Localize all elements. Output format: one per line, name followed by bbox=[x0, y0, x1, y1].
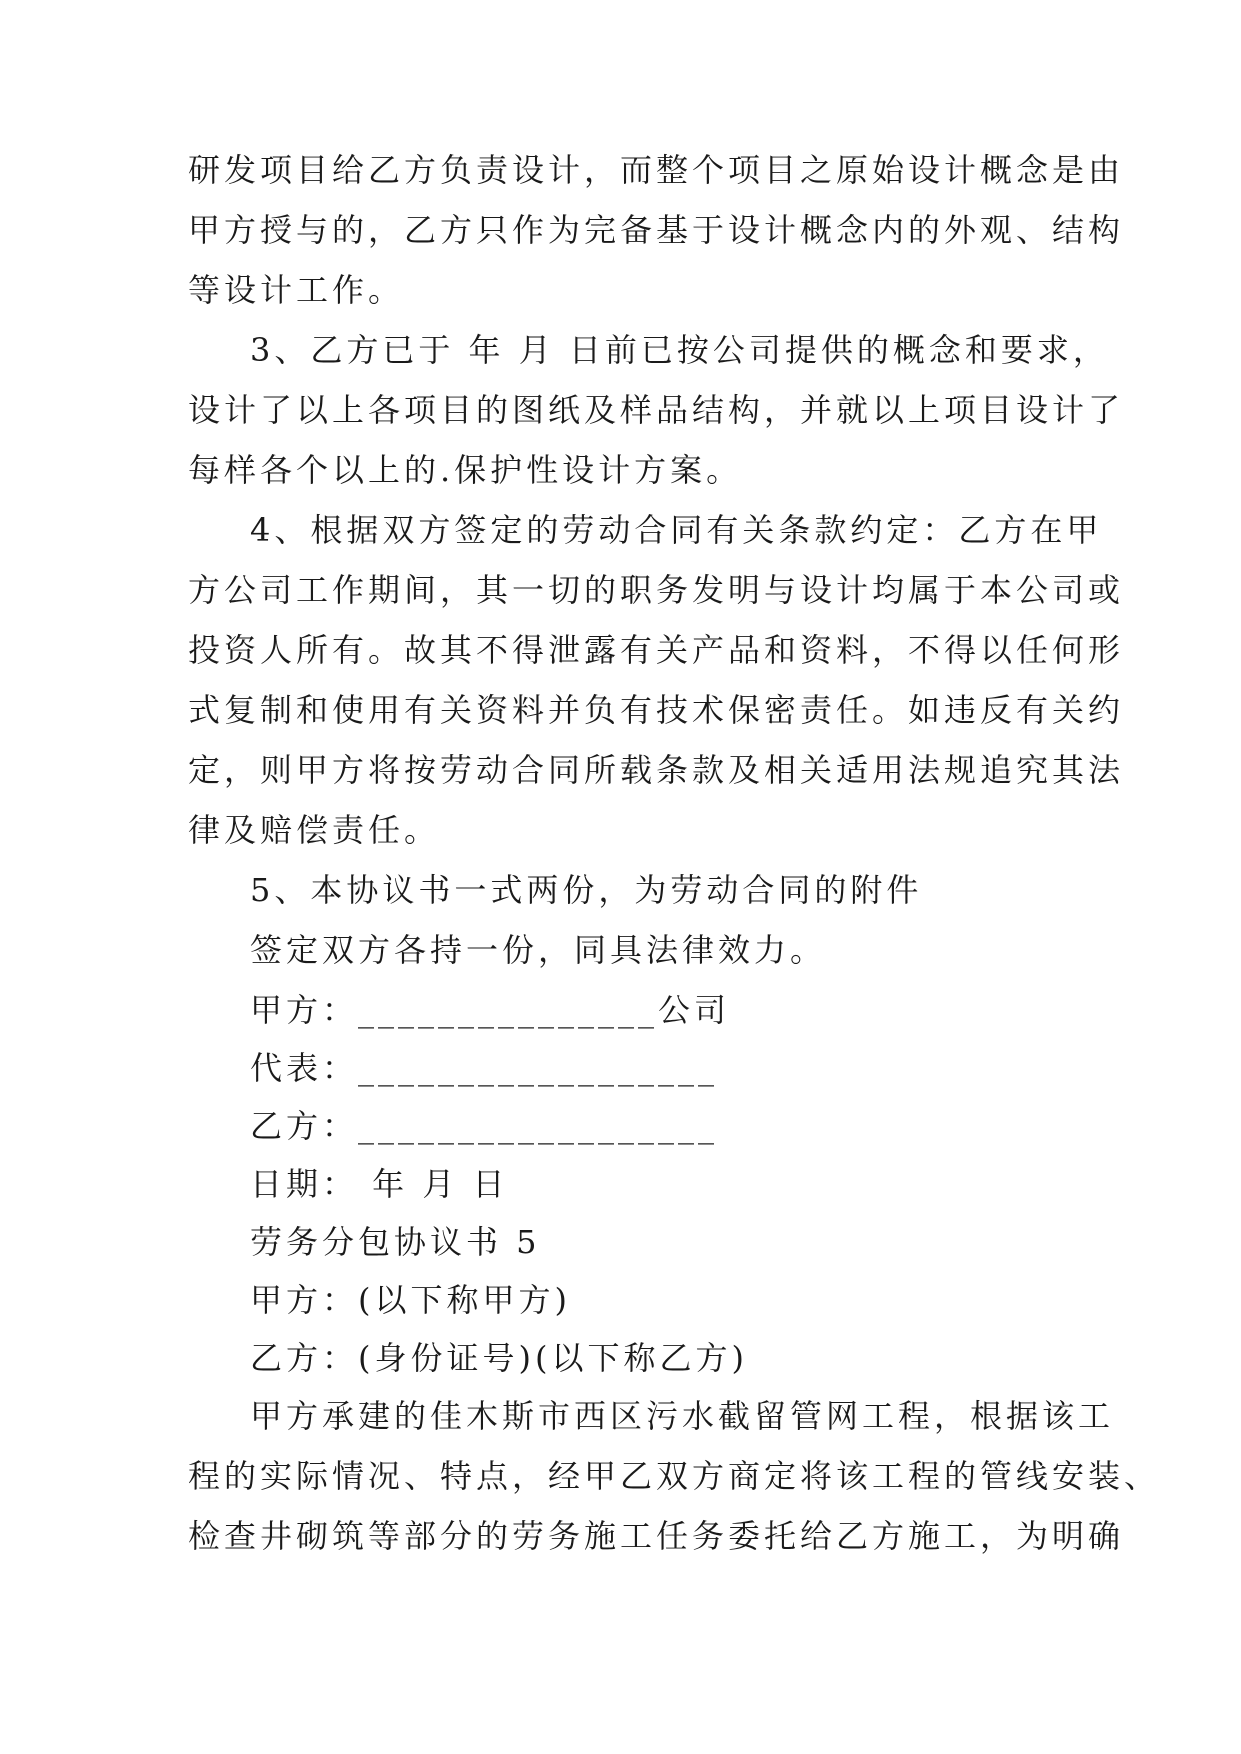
text-line-4: 3、乙方已于 年 月 日前已按公司提供的概念和要求， bbox=[250, 331, 1109, 369]
text-line-8: 方公司工作期间，其一切的职务发明与设计均属于本公司或 bbox=[188, 571, 1125, 609]
signature-party-a: 甲方：_______________公司 bbox=[250, 991, 731, 1029]
text-line-9: 投资人所有。故其不得泄露有关产品和资料，不得以任何形 bbox=[188, 631, 1125, 669]
text-line-24: 检查井砌筑等部分的劳务施工任务委托给乙方施工，为明确 bbox=[188, 1517, 1125, 1555]
text-line-7: 4、根据双方签定的劳动合同有关条款约定：乙方在甲 bbox=[250, 511, 1103, 549]
text-line-12: 律及赔偿责任。 bbox=[188, 811, 441, 849]
party-b-line: 乙方：(身份证号)(以下称乙方) bbox=[250, 1339, 748, 1377]
text-line-13: 5、本协议书一式两份，为劳动合同的附件 bbox=[250, 871, 923, 909]
signature-party-b: 乙方：__________________ bbox=[250, 1107, 719, 1145]
signature-date: 日期： 年 月 日 bbox=[250, 1165, 509, 1203]
text-line-1: 研发项目给乙方负责设计，而整个项目之原始设计概念是由 bbox=[188, 151, 1125, 189]
text-line-2: 甲方授与的，乙方只作为完备基于设计概念内的外观、结构 bbox=[188, 211, 1125, 249]
text-line-3: 等设计工作。 bbox=[188, 271, 405, 309]
text-line-14: 签定双方各持一份，同具法律效力。 bbox=[250, 931, 827, 969]
text-line-23: 程的实际情况、特点，经甲乙双方商定将该工程的管线安装、 bbox=[188, 1457, 1161, 1495]
text-line-6: 每样各个以上的.保护性设计方案。 bbox=[188, 451, 743, 489]
text-line-11: 定，则甲方将按劳动合同所载条款及相关适用法规追究其法 bbox=[188, 751, 1125, 789]
party-a-line: 甲方：(以下称甲方) bbox=[250, 1281, 571, 1319]
text-line-5: 设计了以上各项目的图纸及样品结构，并就以上项目设计了 bbox=[188, 391, 1125, 429]
section-heading: 劳务分包协议书 5 bbox=[250, 1223, 541, 1261]
text-line-22: 甲方承建的佳木斯市西区污水截留管网工程，根据该工 bbox=[250, 1397, 1115, 1435]
signature-representative: 代表：__________________ bbox=[250, 1049, 719, 1087]
text-line-10: 式复制和使用有关资料并负有技术保密责任。如违反有关约 bbox=[188, 691, 1125, 729]
